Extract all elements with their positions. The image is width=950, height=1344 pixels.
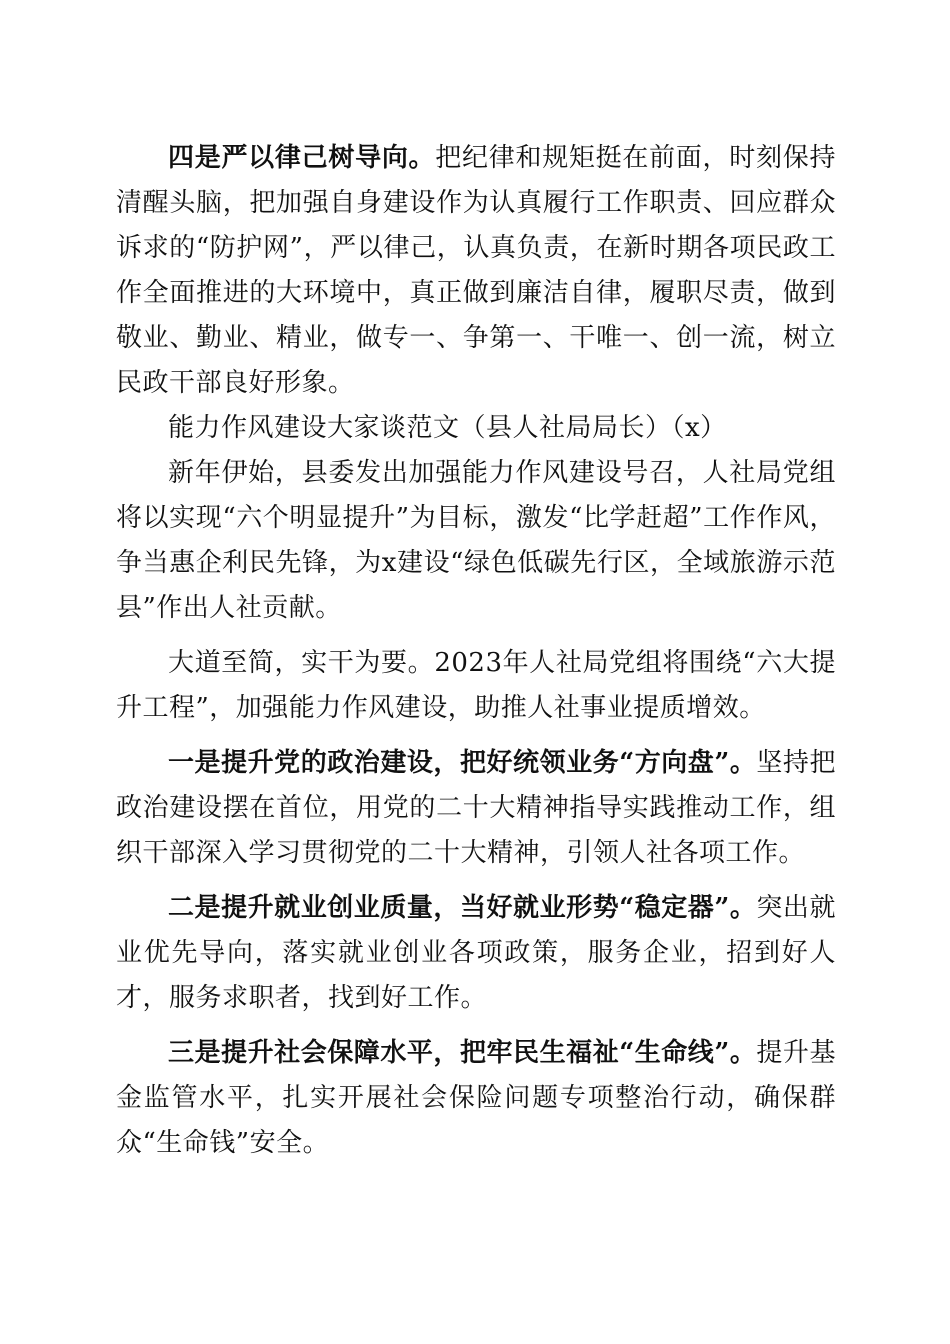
paragraph-body: 新年伊始，县委发出加强能力作风建设号召，人社局党组将以实现“六个明显提升”为目标，激发“比学赶超”工作作风，争当惠企利民先锋，为x建设“绿色低碳先行区，全域旅游示范县”作出人社贡献。: [116, 458, 836, 623]
document-page: [116, 136, 836, 1166]
paragraph-body: 突出就业优先导向，落实就业创业各项政策，服务企业，招到好人才，服务求职者，找到好工作。: [116, 893, 836, 1013]
paragraph-discipline: [116, 136, 836, 406]
paragraph-body: 把纪律和规矩挺在前面，时刻保持清醒头脑，把加强自身建设作为认真履行工作职责、回应群众诉求的“防护网”，严以律己，认真负责，在新时期各项民政工作全面推进的大环境中，真正做到廉洁自律，履职尽责，做到敬业、勤业、精业，做专一、争第一、干唯一、创一流，树立民政干部良好形象。: [116, 143, 836, 398]
paragraph-point-two: [116, 886, 836, 1021]
paragraph-point-three: [116, 1031, 836, 1166]
article-title: [116, 406, 836, 451]
paragraph-point-one: [116, 741, 836, 876]
paragraph-body: 坚持把政治建设摆在首位，用党的二十大精神指导实践推动工作，组织干部深入学习贯彻党的二十大精神，引领人社各项工作。: [116, 748, 836, 868]
paragraph-summary: [116, 641, 836, 731]
paragraph-intro: [116, 451, 836, 631]
paragraph-body: 提升基金监管水平，扎实开展社会保险问题专项整治行动，确保群众“生命钱”安全。: [116, 1038, 836, 1158]
paragraph-body: 能力作风建设大家谈范文（县人社局局长）（x）: [168, 413, 727, 443]
paragraph-lead: 一是提升党的政治建设，把好统领业务“方向盘”。: [168, 748, 757, 778]
paragraph-lead: 三是提升社会保障水平，把牢民生福祉“生命线”。: [168, 1038, 757, 1068]
paragraph-lead: 二是提升就业创业质量，当好就业形势“稳定器”。: [168, 893, 757, 923]
paragraph-body: 大道至简，实干为要。2023年人社局党组将围绕“六大提升工程”，加强能力作风建设，助推人社事业提质增效。: [116, 648, 836, 723]
paragraph-lead: 四是严以律己树导向。: [168, 143, 436, 173]
